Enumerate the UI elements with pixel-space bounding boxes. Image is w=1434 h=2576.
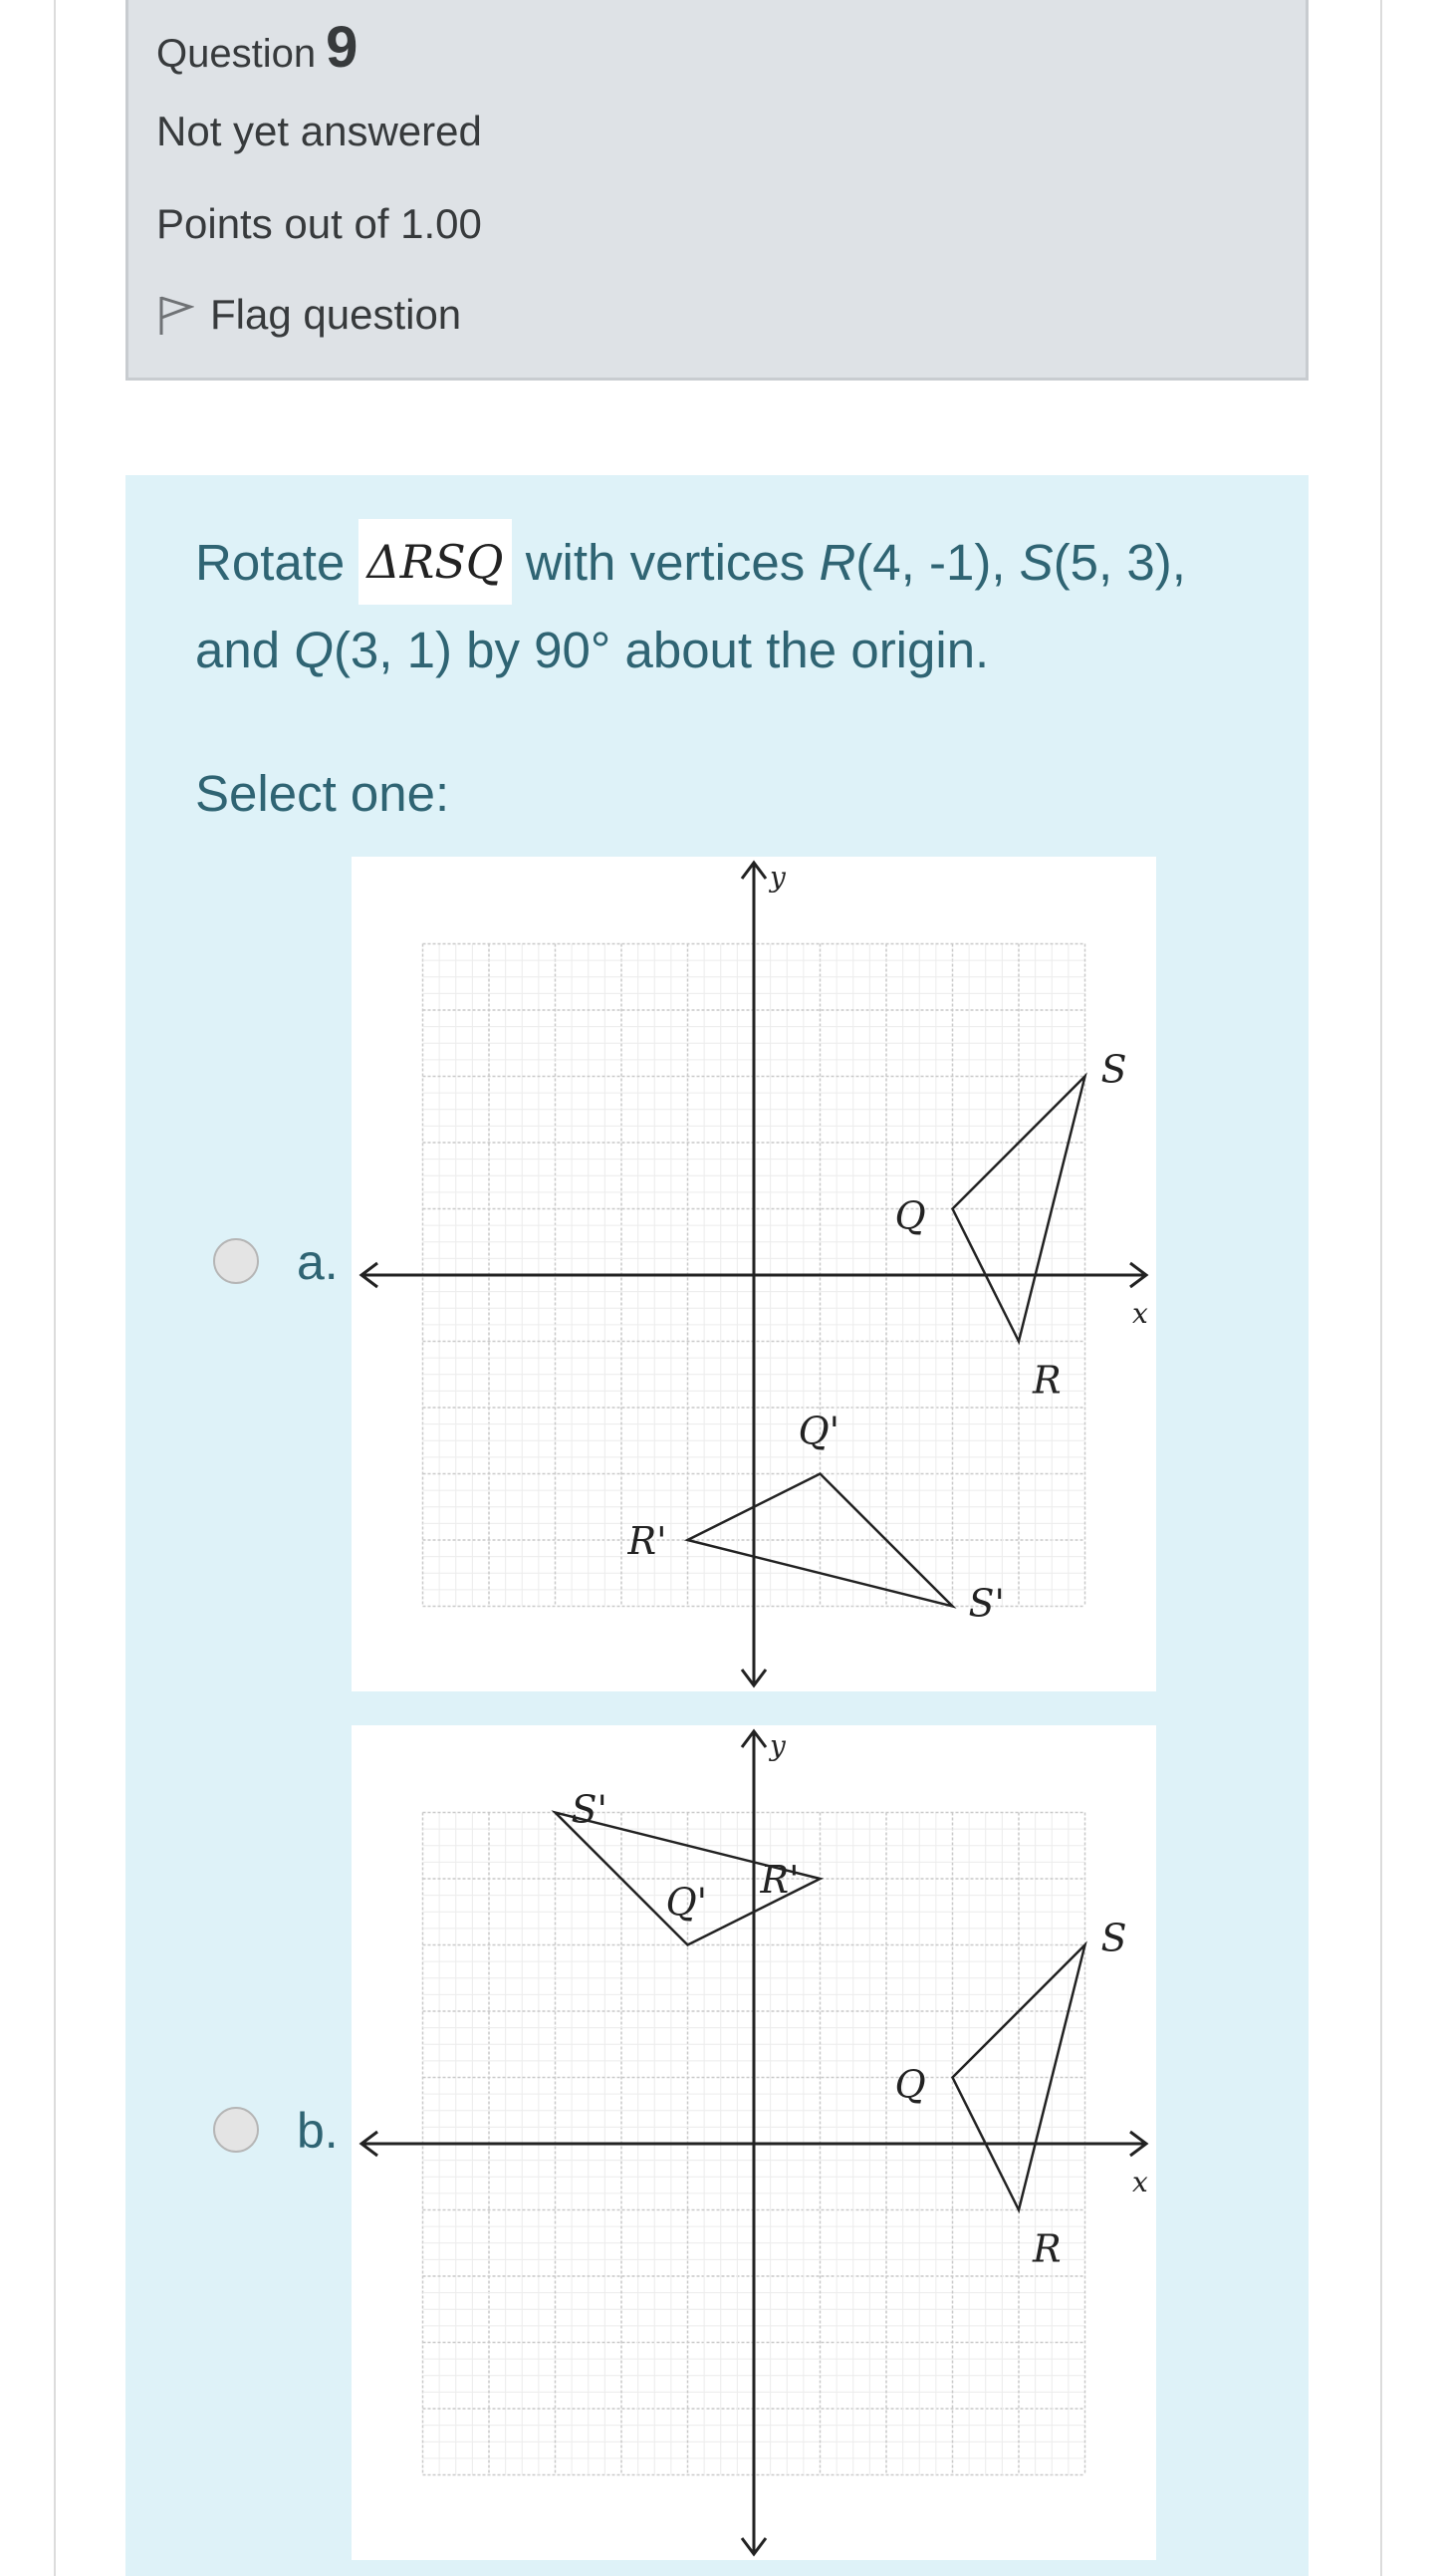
vertex-label: R' bbox=[760, 1858, 800, 1902]
page-border-right bbox=[1380, 0, 1382, 2576]
flag-outline-icon bbox=[156, 293, 194, 337]
graph-option-a bbox=[352, 857, 1156, 1691]
vertex-label: Q' bbox=[665, 1880, 708, 1925]
vertex-q-letter: Q bbox=[294, 622, 334, 678]
option-letter-b: b. bbox=[297, 2103, 339, 2159]
vertex-label: Q bbox=[894, 1193, 926, 1238]
question-grade: Points out of 1.00 bbox=[156, 200, 482, 247]
vertex-label: S' bbox=[571, 1787, 607, 1832]
triangle-name-image: ΔRSQ bbox=[358, 519, 511, 605]
vertex-label: Q bbox=[894, 2062, 926, 2107]
text-and: and bbox=[195, 622, 281, 678]
graph-option-b bbox=[352, 1725, 1156, 2560]
vertex-q-coords: (3, 1) by 90° about the origin. bbox=[333, 622, 990, 678]
vertex-label: S bbox=[1100, 1916, 1127, 1960]
radio-option-a[interactable] bbox=[213, 1238, 259, 1284]
radio-option-b[interactable] bbox=[213, 2107, 259, 2153]
vertex-label: R bbox=[1033, 1358, 1062, 1403]
x-axis-label: x bbox=[1132, 2166, 1148, 2198]
text-rotate: Rotate bbox=[195, 534, 346, 591]
coordinate-plane-a bbox=[352, 857, 1156, 1691]
flag-question-link[interactable] bbox=[156, 291, 461, 339]
page-border-left bbox=[54, 0, 56, 2576]
vertex-label: R' bbox=[627, 1519, 667, 1563]
vertex-label: Q' bbox=[798, 1409, 840, 1453]
question-text bbox=[195, 519, 1271, 694]
flag-question-label: Flag question bbox=[210, 291, 462, 338]
question-word: Question bbox=[156, 32, 317, 76]
vertex-s-letter: S bbox=[1019, 534, 1054, 591]
question-number bbox=[156, 14, 358, 81]
question-number-value: 9 bbox=[326, 15, 358, 80]
x-axis-label: x bbox=[1132, 1297, 1148, 1330]
select-one-prompt: Select one: bbox=[195, 765, 450, 822]
question-info-panel bbox=[125, 0, 1309, 381]
vertex-label: S' bbox=[968, 1581, 1005, 1626]
y-axis-label: y bbox=[770, 861, 786, 894]
vertex-label: R bbox=[1033, 2226, 1062, 2271]
vertex-r-coords: (4, -1), bbox=[855, 534, 1006, 591]
vertex-s-coords: (5, 3), bbox=[1053, 534, 1186, 591]
y-axis-label: y bbox=[770, 1729, 786, 1762]
question-formulation bbox=[125, 475, 1309, 2576]
vertex-r-letter: R bbox=[819, 534, 856, 591]
question-state: Not yet answered bbox=[156, 108, 482, 154]
text-with-vertices: with vertices bbox=[525, 534, 806, 591]
vertex-label: S bbox=[1100, 1047, 1127, 1092]
coordinate-plane-b bbox=[352, 1725, 1156, 2560]
option-letter-a: a. bbox=[297, 1234, 339, 1290]
